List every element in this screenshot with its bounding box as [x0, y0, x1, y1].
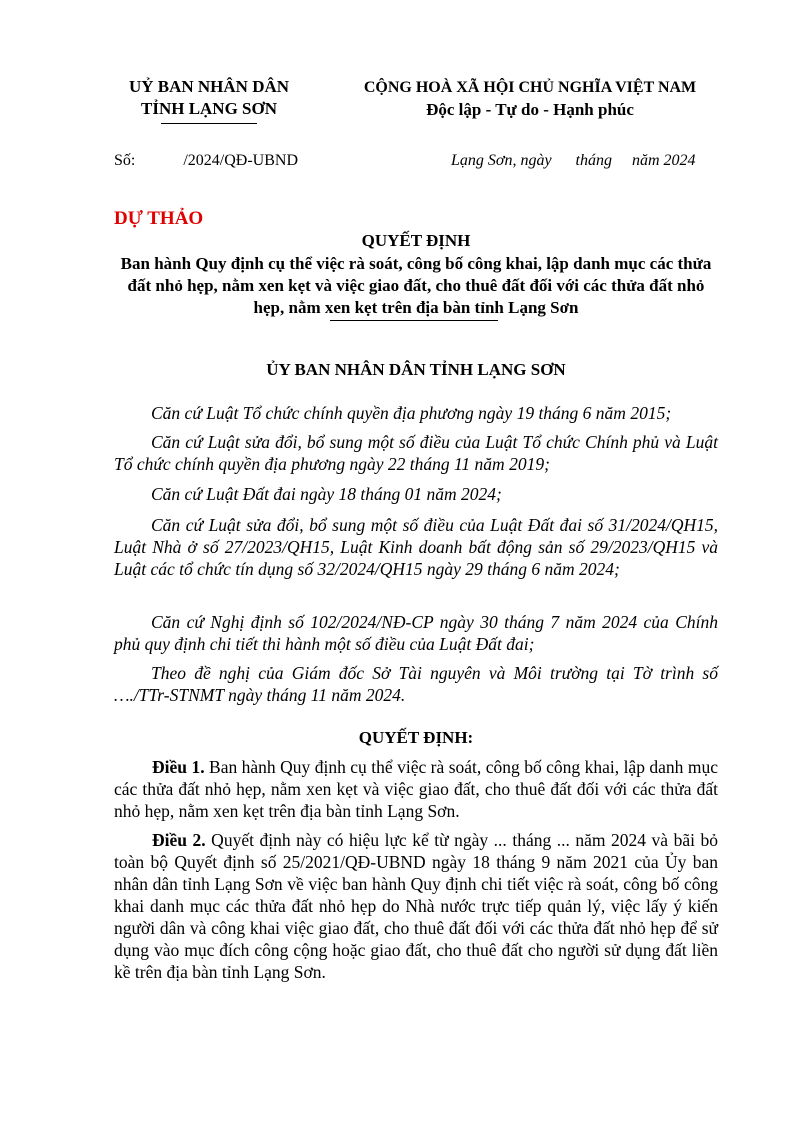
legal-basis-3: Căn cứ Luật Đất đai ngày 18 tháng 01 năm 2024;: [151, 484, 502, 504]
document-number-label: Số:: [114, 152, 136, 169]
agency-line-2: TỈNH LẠNG SƠN: [140, 99, 278, 118]
subject-underline: [330, 320, 498, 321]
legal-basis-1: Căn cứ Luật Tổ chức chính quyền địa phương ngày 19 tháng 6 năm 2015;: [151, 403, 672, 423]
decision-subject: Ban hành Quy định cụ thể việc rà soát, công bố công khai, lập danh mục các thửa đất nhỏ hẹp, nằm xen kẹt và việc giao đất, cho thuê đất đối với các thửa đất nhỏ hẹp, nằm xen kẹt trên địa bàn tỉnh Lạng Sơn: [120, 254, 712, 317]
decision-title: QUYẾT ĐỊNH: [361, 231, 471, 250]
draft-label: DỰ THẢO: [114, 208, 204, 229]
legal-basis-2: Căn cứ Luật sửa đổi, bổ sung một số điều của Luật Tổ chức Chính phủ và Luật Tổ chức chính quyền địa phương ngày 22 tháng 11 năm 2019;: [114, 432, 718, 474]
issuer-heading: ỦY BAN NHÂN DÂN TỈNH LẠNG SƠN: [266, 360, 566, 379]
legal-basis-4: Căn cứ Luật sửa đổi, bổ sung một số điều của Luật Đất đai số 31/2024/QH15, Luật Nhà ở số 27/2023/QH15, Luật Kinh doanh bất động sản số 29/2023/QH15 và Luật các tổ chức tín dụng số 32/2024/QH15 ngày 29 tháng 6 năm 2024;: [114, 515, 718, 579]
national-title-block: [330, 77, 730, 121]
legal-basis-5: Căn cứ Nghị định số 102/2024/NĐ-CP ngày 30 tháng 7 năm 2024 của Chính phủ quy định chi tiết thi hành một số điều của Luật Đất đai;: [114, 612, 718, 654]
place-and-date: Lạng Sơn, ngày tháng năm 2024: [451, 152, 696, 169]
article-2: [114, 829, 718, 983]
agency-line-1: UỶ BAN NHÂN DÂN: [128, 77, 290, 96]
issuing-agency-block: [104, 76, 314, 124]
document-number: [114, 152, 298, 170]
article-1-text: Ban hành Quy định cụ thể việc rà soát, công bố công khai, lập danh mục các thửa đất nhỏ hẹp, nằm xen kẹt và việc giao đất, cho thuê đất đối với các thửa đất nhỏ hẹp, nằm xen kẹt trên địa bàn tỉnh Lạng Sơn.: [114, 757, 718, 821]
agency-underline: [161, 123, 257, 124]
article-2-label: Điều 2.: [152, 830, 206, 850]
legal-basis-6: Theo đề nghị của Giám đốc Sở Tài nguyên và Môi trường tại Tờ trình số …./TTr-STNMT ngày tháng 11 năm 2024.: [114, 663, 718, 705]
document-number-value: /2024/QĐ-UBND: [183, 152, 299, 169]
article-1: [114, 756, 718, 822]
decision-heading: QUYẾT ĐỊNH:: [358, 728, 474, 747]
article-2-text: Quyết định này có hiệu lực kể từ ngày ... tháng ... năm 2024 và bãi bỏ toàn bộ Quyết định số 25/2021/QĐ-UBND ngày 18 tháng 9 năm 2021 của Ủy ban nhân dân tỉnh Lạng Sơn về việc ban hành Quy định chi tiết việc rà soát, công bố công khai danh mục các thửa đất nhỏ hẹp do Nhà nước trực tiếp quản lý, việc lấy ý kiến người dân và công khai việc giao đất, cho thuê đất đối với các thửa đất nhỏ hẹp để sử dụng vào mục đích công cộng hoặc giao đất, cho thuê đất cho người sử dụng đất liền kề trên địa bàn tỉnh Lạng Sơn.: [114, 830, 718, 982]
nation-name: CỘNG HOÀ XÃ HỘI CHỦ NGHĨA VIỆT NAM: [363, 79, 697, 96]
national-motto: Độc lập - Tự do - Hạnh phúc: [426, 100, 634, 119]
article-1-label: Điều 1.: [152, 757, 205, 777]
